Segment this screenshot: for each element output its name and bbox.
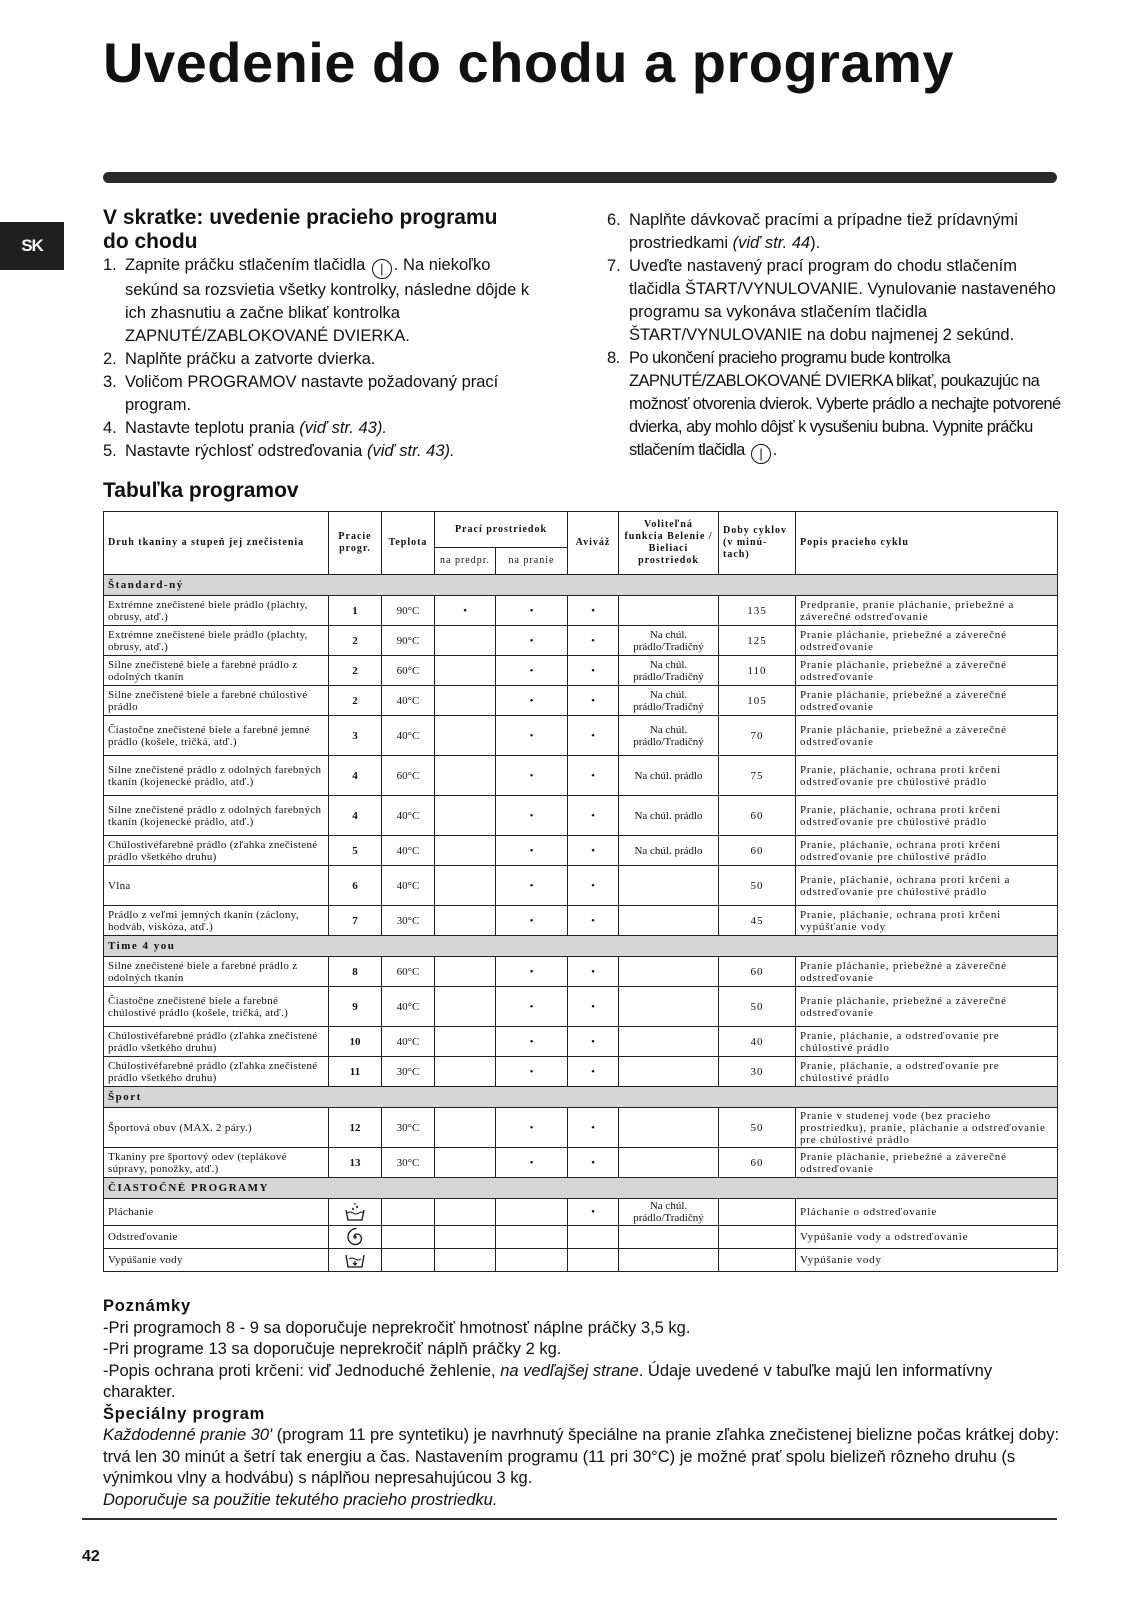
step-item — [103, 254, 543, 348]
program-table — [103, 511, 1058, 1272]
temperature-cell — [382, 1249, 435, 1272]
temperature-cell: 60°C — [382, 756, 435, 796]
description-cell: Pranie, pláchanie, ochrana proti krčeni vypúšťanie vody — [796, 906, 1058, 936]
page-reference: (viď str. 44 — [732, 234, 811, 252]
special-text: Každodenné pranie 30' (program 11 pre syntetiku) je navrhnutý špeciálne na pranie zľahka znečistenej bielizne počas krátkej doby: trvá len 30 minút a šetrí tak energiu a čas. Nastavením programu (11 pri 30°C) je možné prať spolu bielizeň rôzneho druhu (s výnimkou vlny a hodvábu) s náplňou nepresahujúcou 3 kg. — [103, 1426, 1060, 1487]
table-row — [104, 756, 1058, 796]
description-cell: Pranie v studenej vode (bez pracieho prostriedku), pranie, pláchanie a odstreďovanie pre chúlostivé prádlo — [796, 1108, 1058, 1148]
fabric-cell: Silne znečistené biele a farebné prádlo z odolných tkanín — [104, 957, 329, 987]
prewash-cell — [435, 987, 496, 1027]
program-number: 12 — [329, 1108, 382, 1148]
section-title: Time 4 you — [104, 936, 1058, 957]
rinse-icon — [333, 1202, 377, 1222]
prewash-cell — [435, 866, 496, 906]
header-rule — [103, 172, 1057, 183]
prewash-cell — [435, 656, 496, 686]
quick-start-left — [103, 206, 543, 463]
duration-cell: 60 — [719, 796, 796, 836]
table-row — [104, 796, 1058, 836]
section-title: Šport — [104, 1087, 1058, 1108]
softener-cell: • — [568, 686, 619, 716]
temperature-cell: 40°C — [382, 796, 435, 836]
description-cell: Pranie, pláchanie, a odstreďovanie pre chúlostivé prádlo — [796, 1027, 1058, 1057]
wash-cell: • — [496, 1148, 568, 1178]
table-row — [104, 656, 1058, 686]
optional-cell — [619, 1226, 719, 1249]
wash-cell: • — [496, 626, 568, 656]
description-cell: Pranie pláchanie, priebežné a záverečné odstreďovanie — [796, 1148, 1058, 1178]
steps-list-right — [607, 209, 1062, 464]
header-duration: Doby cyklov (v minú-tach) — [719, 512, 796, 575]
step-item — [103, 371, 543, 417]
header-wash: na pranie — [496, 548, 568, 575]
step-item — [607, 347, 1062, 464]
description-cell: Pranie, pláchanie, a odstreďovanie pre chúlostivé prádlo — [796, 1057, 1058, 1087]
fabric-cell: Extrémne znečistené biele prádlo (plachty, obrusy, atď.) — [104, 596, 329, 626]
table-row — [104, 957, 1058, 987]
softener-cell: • — [568, 756, 619, 796]
header-temperature: Teplota — [382, 512, 435, 575]
header-program: Pracie progr. — [329, 512, 382, 575]
duration-cell: 135 — [719, 596, 796, 626]
softener-cell: • — [568, 957, 619, 987]
prewash-cell — [435, 796, 496, 836]
table-row — [104, 716, 1058, 756]
wash-cell: • — [496, 596, 568, 626]
duration-cell: 125 — [719, 626, 796, 656]
step-number: 2. — [103, 350, 117, 368]
wash-cell: • — [496, 906, 568, 936]
prewash-cell — [435, 626, 496, 656]
page-reference: (viď str. 43). — [299, 419, 387, 437]
duration-cell: 60 — [719, 957, 796, 987]
wash-cell: • — [496, 836, 568, 866]
wash-cell: • — [496, 866, 568, 906]
duration-cell: 105 — [719, 686, 796, 716]
fabric-cell: Extrémne znečistené biele prádlo (plachty, obrusy, atď.) — [104, 626, 329, 656]
step-number: 6. — [607, 211, 621, 229]
prewash-cell — [435, 1027, 496, 1057]
program-number: 8 — [329, 957, 382, 987]
header-prewash: na predpr. — [435, 548, 496, 575]
duration-cell: 110 — [719, 656, 796, 686]
temperature-cell — [382, 1226, 435, 1249]
softener-cell: • — [568, 1199, 619, 1226]
program-icon-cell — [329, 1249, 382, 1272]
temperature-cell: 30°C — [382, 906, 435, 936]
notes-heading: Poznámky — [103, 1297, 192, 1315]
duration-cell: 30 — [719, 1057, 796, 1087]
temperature-cell: 40°C — [382, 686, 435, 716]
wash-cell: • — [496, 1057, 568, 1087]
optional-cell — [619, 1027, 719, 1057]
page-number: 42 — [82, 1548, 100, 1565]
step-number: 1. — [103, 256, 117, 274]
optional-cell: Na chúl. prádlo — [619, 796, 719, 836]
prewash-cell — [435, 906, 496, 936]
fabric-cell: Chúlostivéfarebné prádlo (zľahka znečistené prádlo všetkého druhu) — [104, 1057, 329, 1087]
wash-cell: • — [496, 1027, 568, 1057]
temperature-cell — [382, 1199, 435, 1226]
language-tab: SK — [0, 222, 64, 270]
duration-cell — [719, 1226, 796, 1249]
program-number: 1 — [329, 596, 382, 626]
temperature-cell: 40°C — [382, 866, 435, 906]
program-number: 5 — [329, 836, 382, 866]
temperature-cell: 90°C — [382, 626, 435, 656]
step-text: Uveďte nastavený prací program do chodu stlačením tlačidla ŠTART/VYNULOVANIE. Vynulovanie nastaveného programu sa vykonáva stlačením tlačidla ŠTART/VYNULOVANIE na dobu najmenej 2 sekúnd. — [629, 257, 1056, 344]
section-title: ČIASTOČNÉ PROGRAMY — [104, 1178, 1058, 1199]
table-row — [104, 1199, 1058, 1226]
description-cell: Pranie pláchanie, priebežné a záverečné odstreďovanie — [796, 686, 1058, 716]
program-icon-cell — [329, 1226, 382, 1249]
special-heading: Špeciálny program — [103, 1404, 266, 1423]
prewash-cell — [435, 1249, 496, 1272]
special-tip: Doporučuje sa použitie tekutého pracieho prostriedku. — [103, 1490, 498, 1509]
table-row — [104, 626, 1058, 656]
duration-cell: 50 — [719, 1108, 796, 1148]
table-row — [104, 987, 1058, 1027]
header-softener: Aviváž — [568, 512, 619, 575]
step-item — [607, 209, 1062, 255]
description-cell: Vypúšanie vody — [796, 1249, 1058, 1272]
prewash-cell — [435, 836, 496, 866]
description-cell: Pranie pláchanie, priebežné a záverečné odstreďovanie — [796, 716, 1058, 756]
step-text: Nastavte teplotu prania — [125, 419, 300, 437]
table-title: Tabuľka programov — [103, 479, 299, 502]
program-number: 3 — [329, 716, 382, 756]
step-text: Nastavte rýchlosť odstreďovania — [125, 442, 367, 460]
wash-cell: • — [496, 756, 568, 796]
step-text: Po ukončení pracieho programu bude kontrolka ZAPNUTÉ/ZABLOKOVANÉ DVIERKA blikať, poukazujúc na možnosť otvorenia dvierok. Vyberte prádlo a nechajte potvorené dvierka, aby mohlo dôjsť k vysušeniu bubna. Vypnite práčku stlačením tlačidla — [629, 349, 1061, 459]
program-number: 10 — [329, 1027, 382, 1057]
temperature-cell: 60°C — [382, 656, 435, 686]
optional-cell — [619, 957, 719, 987]
table-row — [104, 686, 1058, 716]
temperature-cell: 60°C — [382, 957, 435, 987]
prewash-cell — [435, 1057, 496, 1087]
table-row — [104, 1027, 1058, 1057]
softener-cell: • — [568, 1027, 619, 1057]
temperature-cell: 40°C — [382, 987, 435, 1027]
power-icon: | — [751, 444, 771, 464]
program-number: 2 — [329, 626, 382, 656]
optional-cell: Na chúl. prádlo — [619, 836, 719, 866]
step-text: Naplňte práčku a zatvorte dvierka. — [125, 350, 376, 368]
duration-cell: 60 — [719, 1148, 796, 1178]
power-icon: | — [372, 259, 392, 279]
step-text: . — [772, 441, 777, 459]
section-row — [104, 1087, 1058, 1108]
duration-cell: 50 — [719, 987, 796, 1027]
step-number: 5. — [103, 442, 117, 460]
optional-cell — [619, 1057, 719, 1087]
optional-cell: Na chúl. prádlo/Tradičný — [619, 686, 719, 716]
step-item — [607, 255, 1062, 347]
table-row — [104, 866, 1058, 906]
temperature-cell: 40°C — [382, 716, 435, 756]
note-1: -Pri programoch 8 - 9 sa doporučuje neprekročiť hmotnosť náplne práčky 3,5 kg. — [103, 1318, 691, 1337]
prewash-cell — [435, 1108, 496, 1148]
section-row — [104, 575, 1058, 596]
table-row — [104, 596, 1058, 626]
duration-cell: 75 — [719, 756, 796, 796]
program-number: 6 — [329, 866, 382, 906]
description-cell: Pranie pláchanie, priebežné a záverečné odstreďovanie — [796, 957, 1058, 987]
optional-cell: Na chúl. prádlo/Tradičný — [619, 626, 719, 656]
optional-cell — [619, 906, 719, 936]
program-number: 9 — [329, 987, 382, 1027]
softener-cell — [568, 1226, 619, 1249]
table-row — [104, 1108, 1058, 1148]
fabric-cell: Chúlostivéfarebné prádlo (zľahka znečistené prádlo všetkého druhu) — [104, 836, 329, 866]
temperature-cell: 30°C — [382, 1057, 435, 1087]
section-title: Štandard-ný — [104, 575, 1058, 596]
optional-cell — [619, 1249, 719, 1272]
step-text: Naplňte dávkovač pracími a prípadne tiež prídavnými prostriedkami — [629, 211, 1018, 252]
description-cell: Pranie, pláchanie, ochrana proti krčeni odstreďovanie pre chúlostivé prádlo — [796, 796, 1058, 836]
temperature-cell: 90°C — [382, 596, 435, 626]
temperature-cell: 30°C — [382, 1108, 435, 1148]
description-cell: Pranie pláchanie, priebežné a záverečné odstreďovanie — [796, 656, 1058, 686]
softener-cell: • — [568, 716, 619, 756]
table-row — [104, 1057, 1058, 1087]
fabric-cell: Odstreďovanie — [104, 1226, 329, 1249]
heading-line-2: do chodu — [103, 230, 198, 253]
fabric-cell: Vlna — [104, 866, 329, 906]
prewash-cell — [435, 756, 496, 796]
fabric-cell: Pláchanie — [104, 1199, 329, 1226]
program-number: 7 — [329, 906, 382, 936]
duration-cell: 60 — [719, 836, 796, 866]
softener-cell — [568, 1249, 619, 1272]
optional-cell — [619, 596, 719, 626]
prewash-cell: • — [435, 596, 496, 626]
duration-cell — [719, 1199, 796, 1226]
description-cell: Pranie pláchanie, priebežné a záverečné odstreďovanie — [796, 626, 1058, 656]
wash-cell: • — [496, 796, 568, 836]
step-item — [103, 417, 543, 440]
optional-cell — [619, 866, 719, 906]
fabric-cell: Silne znečistené prádlo z odolných farebných tkanín (kojenecké prádlo, atď.) — [104, 796, 329, 836]
step-number: 3. — [103, 373, 117, 391]
note-2: -Pri programe 13 sa doporučuje neprekročiť náplň práčky 2 kg. — [103, 1340, 562, 1358]
spin-icon — [333, 1227, 377, 1247]
table-row — [104, 1249, 1058, 1272]
wash-cell — [496, 1249, 568, 1272]
step-text: Zapnite práčku stlačením tlačidla — [125, 256, 370, 274]
step-text: ). — [810, 234, 821, 252]
fabric-cell: Silne znečistené biele a farebné prádlo z odolných tkanín — [104, 656, 329, 686]
optional-cell — [619, 987, 719, 1027]
optional-cell: Na chúl. prádlo — [619, 756, 719, 796]
softener-cell: • — [568, 906, 619, 936]
step-item — [103, 348, 543, 371]
section-row — [104, 936, 1058, 957]
wash-cell: • — [496, 716, 568, 756]
heading-line-1: V skratke: uvedenie pracieho programu — [103, 206, 498, 229]
description-cell: Predpranie, pranie pláchanie, priebežné a záverečné odstreďovanie — [796, 596, 1058, 626]
softener-cell: • — [568, 1148, 619, 1178]
wash-cell — [496, 1199, 568, 1226]
fabric-cell: Silne znečistené biele a farebné chúlostivé prádlo — [104, 686, 329, 716]
program-number: 4 — [329, 796, 382, 836]
description-cell: Pranie, pláchanie, ochrana proti krčeni odstreďovanie pre chúlostivé prádlo — [796, 756, 1058, 796]
optional-cell: Na chúl. prádlo/Tradičný — [619, 716, 719, 756]
fabric-cell: Prádlo z veľmi jemných tkanín (záclony, hodváb, viskóza, atď.) — [104, 906, 329, 936]
prewash-cell — [435, 1226, 496, 1249]
softener-cell: • — [568, 1057, 619, 1087]
step-number: 4. — [103, 419, 117, 437]
optional-cell: Na chúl. prádlo/Tradičný — [619, 1199, 719, 1226]
wash-cell: • — [496, 987, 568, 1027]
duration-cell — [719, 1249, 796, 1272]
fabric-cell: Športová obuv (MAX. 2 páry.) — [104, 1108, 329, 1148]
fabric-cell: Vypúšanie vody — [104, 1249, 329, 1272]
header-detergent: Prací prostriedok — [435, 512, 568, 548]
optional-cell — [619, 1148, 719, 1178]
fabric-cell: Čiastočne znečistené biele a farebné chúlostivé prádlo (košele, tričká, atď.) — [104, 987, 329, 1027]
header-optional: Voliteľná funkcia Belenie / Bieliaci prostriedok — [619, 512, 719, 575]
page-title: Uvedenie do chodu a programy — [103, 31, 955, 94]
table-row — [104, 1148, 1058, 1178]
program-number: 2 — [329, 686, 382, 716]
step-text: . Na niekoľko sekúnd sa rozsvietia všetky kontrolky, následne dôjde k ich zhasnutiu a začne blikať kontrolka ZAPNUTÉ/ZABLOKOVANÉ DVIERKA. — [125, 256, 530, 345]
wash-cell — [496, 1226, 568, 1249]
section-row — [104, 1178, 1058, 1199]
duration-cell: 50 — [719, 866, 796, 906]
description-cell: Pranie, pláchanie, ochrana proti krčeni odstreďovanie pre chúlostivé prádlo — [796, 836, 1058, 866]
softener-cell: • — [568, 596, 619, 626]
table-row — [104, 906, 1058, 936]
duration-cell: 45 — [719, 906, 796, 936]
optional-cell: Na chúl. prádlo/Tradičný — [619, 656, 719, 686]
temperature-cell: 40°C — [382, 1027, 435, 1057]
description-cell: Pranie, pláchanie, ochrana proti krčeni a odstreďovanie pre chúlostivé prádlo — [796, 866, 1058, 906]
fabric-cell: Chúlostivéfarebné prádlo (zľahka znečistené prádlo všetkého druhu) — [104, 1027, 329, 1057]
fabric-cell: Silne znečistené prádlo z odolných farebných tkanín (kojenecké prádlo, atď.) — [104, 756, 329, 796]
prewash-cell — [435, 686, 496, 716]
softener-cell: • — [568, 987, 619, 1027]
drain-icon — [333, 1250, 377, 1270]
step-text: Voličom PROGRAMOV nastavte požadovaný prací program. — [125, 373, 499, 414]
description-cell: Pranie pláchanie, priebežné a záverečné odstreďovanie — [796, 987, 1058, 1027]
duration-cell: 70 — [719, 716, 796, 756]
wash-cell: • — [496, 1108, 568, 1148]
wash-cell: • — [496, 957, 568, 987]
prewash-cell — [435, 716, 496, 756]
duration-cell: 40 — [719, 1027, 796, 1057]
page-reference: (viď str. 43). — [366, 442, 455, 460]
note-3: -Popis ochrana proti krčeni: viď Jednoduché žehlenie, na vedľajšej strane. Údaje uvedené v tabuľke majú len informatívny charakter. — [103, 1361, 993, 1401]
header-description: Popis pracieho cyklu — [796, 512, 1058, 575]
program-number: 13 — [329, 1148, 382, 1178]
optional-cell — [619, 1108, 719, 1148]
description-cell: Vypúšanie vody a odstreďovanie — [796, 1226, 1058, 1249]
quick-start-heading — [103, 206, 543, 254]
softener-cell: • — [568, 626, 619, 656]
program-number: 11 — [329, 1057, 382, 1087]
softener-cell: • — [568, 656, 619, 686]
softener-cell: • — [568, 836, 619, 866]
softener-cell: • — [568, 866, 619, 906]
temperature-cell: 40°C — [382, 836, 435, 866]
prewash-cell — [435, 1148, 496, 1178]
footer-rule — [82, 1518, 1057, 1520]
notes — [103, 1296, 1063, 1511]
prewash-cell — [435, 957, 496, 987]
softener-cell: • — [568, 796, 619, 836]
temperature-cell: 30°C — [382, 1148, 435, 1178]
softener-cell: • — [568, 1108, 619, 1148]
step-number: 8. — [607, 349, 620, 367]
table-row — [104, 1226, 1058, 1249]
fabric-cell: Čiastočne znečistené biele a farebné jemné prádlo (košele, tričká, atď.) — [104, 716, 329, 756]
step-number: 7. — [607, 257, 621, 275]
program-number: 2 — [329, 656, 382, 686]
fabric-cell: Tkaniny pre športový odev (teplákové súpravy, ponožky, atď.) — [104, 1148, 329, 1178]
program-icon-cell — [329, 1199, 382, 1226]
quick-start-right — [607, 209, 1062, 464]
prewash-cell — [435, 1199, 496, 1226]
header-fabric: Druh tkaniny a stupeň jej znečistenia — [104, 512, 329, 575]
program-number: 4 — [329, 756, 382, 796]
description-cell: Pláchanie o odstreďovanie — [796, 1199, 1058, 1226]
wash-cell: • — [496, 686, 568, 716]
step-item — [103, 440, 543, 463]
table-row — [104, 836, 1058, 866]
steps-list-left — [103, 254, 543, 463]
wash-cell: • — [496, 656, 568, 686]
